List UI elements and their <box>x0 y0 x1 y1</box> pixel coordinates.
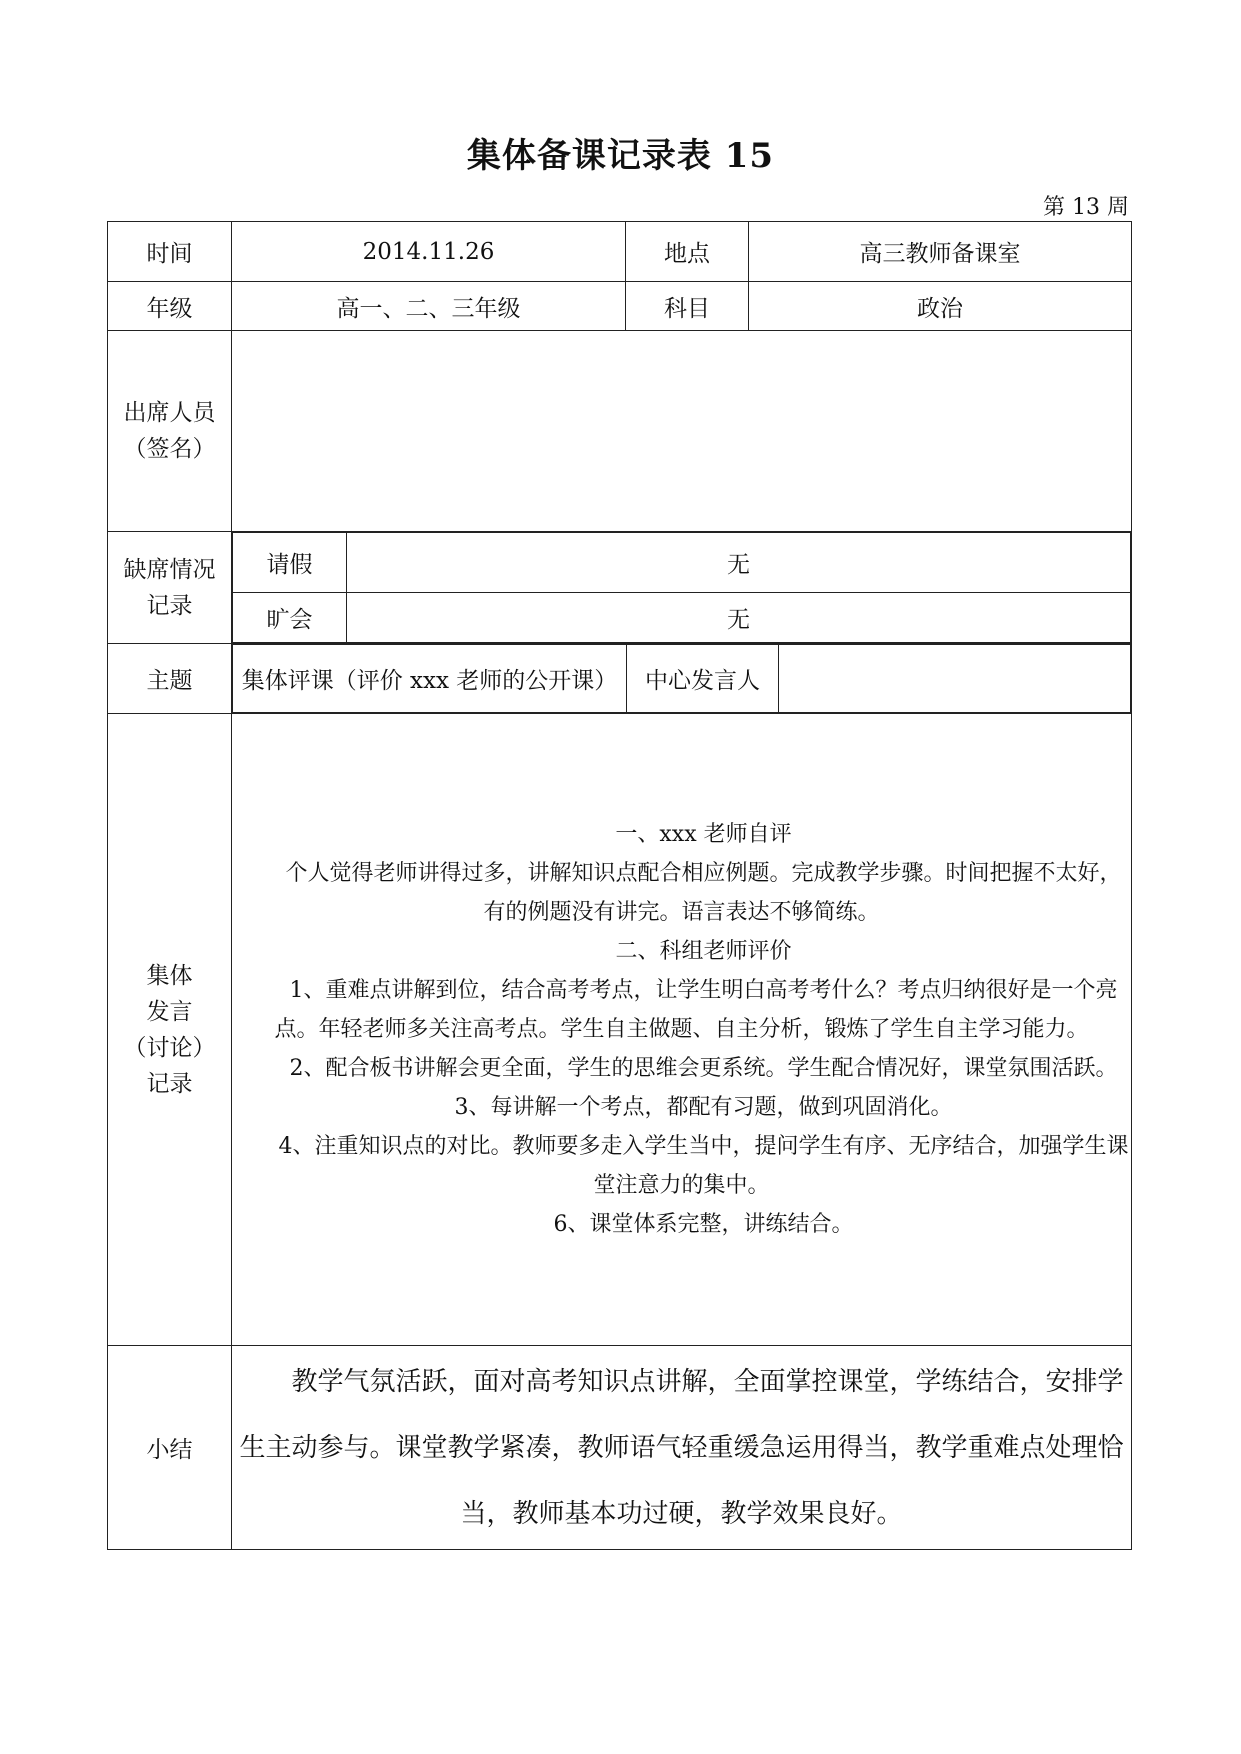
discussion-label-line4: 记录 <box>146 1070 193 1097</box>
truant-label: 旷会 <box>233 593 347 643</box>
topic-value: 集体评课（评价 xxx 老师的公开课） <box>233 645 627 713</box>
grade-label: 年级 <box>108 282 232 331</box>
leave-row <box>233 533 1131 593</box>
week-number: 第 13 周 <box>1043 195 1129 220</box>
discussion-paragraph: 1、重难点讲解到位，结合高考考点，让学生明白高考考什么？考点归纳很好是一个亮点。年轻老师多关注高考点。学生自主做题、自主分析，锻炼了学生自主学习能力。 <box>274 978 1118 1042</box>
absence-inner-table <box>232 532 1131 643</box>
attendees-signature-area <box>232 331 1132 532</box>
topic-label: 主题 <box>108 644 232 714</box>
place-label: 地点 <box>626 222 749 282</box>
absence-label-line2: 记录 <box>146 592 193 619</box>
time-value: 2014.11.26 <box>232 222 626 282</box>
grade-value: 高一、二、三年级 <box>232 282 626 331</box>
absence-label-line1: 缺席情况 <box>123 556 216 583</box>
leave-value: 无 <box>347 533 1131 593</box>
page-title: 集体备课记录表 15 <box>466 136 775 176</box>
discussion-label-line2: 发言 <box>146 998 193 1025</box>
truant-row <box>233 593 1131 643</box>
discussion-paragraph: 4、注重知识点的对比。教师要多走入学生当中，提问学生有序、无序结合，加强学生课堂注意力的集中。 <box>278 1134 1129 1198</box>
time-label: 时间 <box>108 222 232 282</box>
absence-label <box>108 532 232 644</box>
absence-row <box>108 532 1132 644</box>
discussion-paragraph: 2、配合板书讲解会更全面，学生的思维会更系统。学生配合情况好，课堂氛围活跃。 <box>289 1056 1118 1081</box>
place-value: 高三教师备课室 <box>749 222 1132 282</box>
summary-content <box>232 1346 1132 1550</box>
time-row <box>108 222 1132 282</box>
topic-row <box>108 644 1132 714</box>
leave-label: 请假 <box>233 533 347 593</box>
truant-value: 无 <box>347 593 1131 643</box>
attendees-row <box>108 331 1132 532</box>
discussion-label <box>108 714 232 1346</box>
record-table <box>107 221 1132 1550</box>
discussion-label-line1: 集体 <box>146 962 193 989</box>
summary-text: 教学气氛活跃，面对高考知识点讲解，全面掌控课堂，学练结合，安排学生主动参与。课堂教学紧凑，教师语气轻重缓急运用得当，教学重难点处理恰当，教师基本功过硬，教学效果良好。 <box>239 1366 1124 1529</box>
discussion-content <box>232 714 1132 1346</box>
attendees-label-line1: 出席人员 <box>123 400 216 426</box>
speaker-value <box>779 645 1131 713</box>
discussion-label-line3: （讨论） <box>123 1034 216 1061</box>
topic-inner-table <box>232 644 1131 713</box>
discussion-paragraph: 一、xxx 老师自评 <box>615 822 792 847</box>
topic-detail-cell <box>232 644 1132 714</box>
discussion-paragraph: 二、科组老师评价 <box>615 939 792 964</box>
summary-row <box>108 1346 1132 1550</box>
speaker-label: 中心发言人 <box>627 645 779 713</box>
attendees-label <box>108 331 232 532</box>
subject-value: 政治 <box>749 282 1132 331</box>
subject-label: 科目 <box>626 282 749 331</box>
discussion-paragraph: 个人觉得老师讲得过多，讲解知识点配合相应例题。完成教学步骤。时间把握不太好，有的例题没有讲完。语言表达不够简练。 <box>285 861 1122 925</box>
discussion-paragraph: 6、课堂体系完整，讲练结合。 <box>553 1212 854 1237</box>
discussion-row <box>108 714 1132 1346</box>
absence-detail-cell <box>232 532 1132 644</box>
summary-label: 小结 <box>108 1346 232 1550</box>
grade-row <box>108 282 1132 331</box>
attendees-label-line2: （签名） <box>123 436 216 462</box>
discussion-paragraph: 3、每讲解一个考点，都配有习题，做到巩固消化。 <box>454 1095 953 1120</box>
